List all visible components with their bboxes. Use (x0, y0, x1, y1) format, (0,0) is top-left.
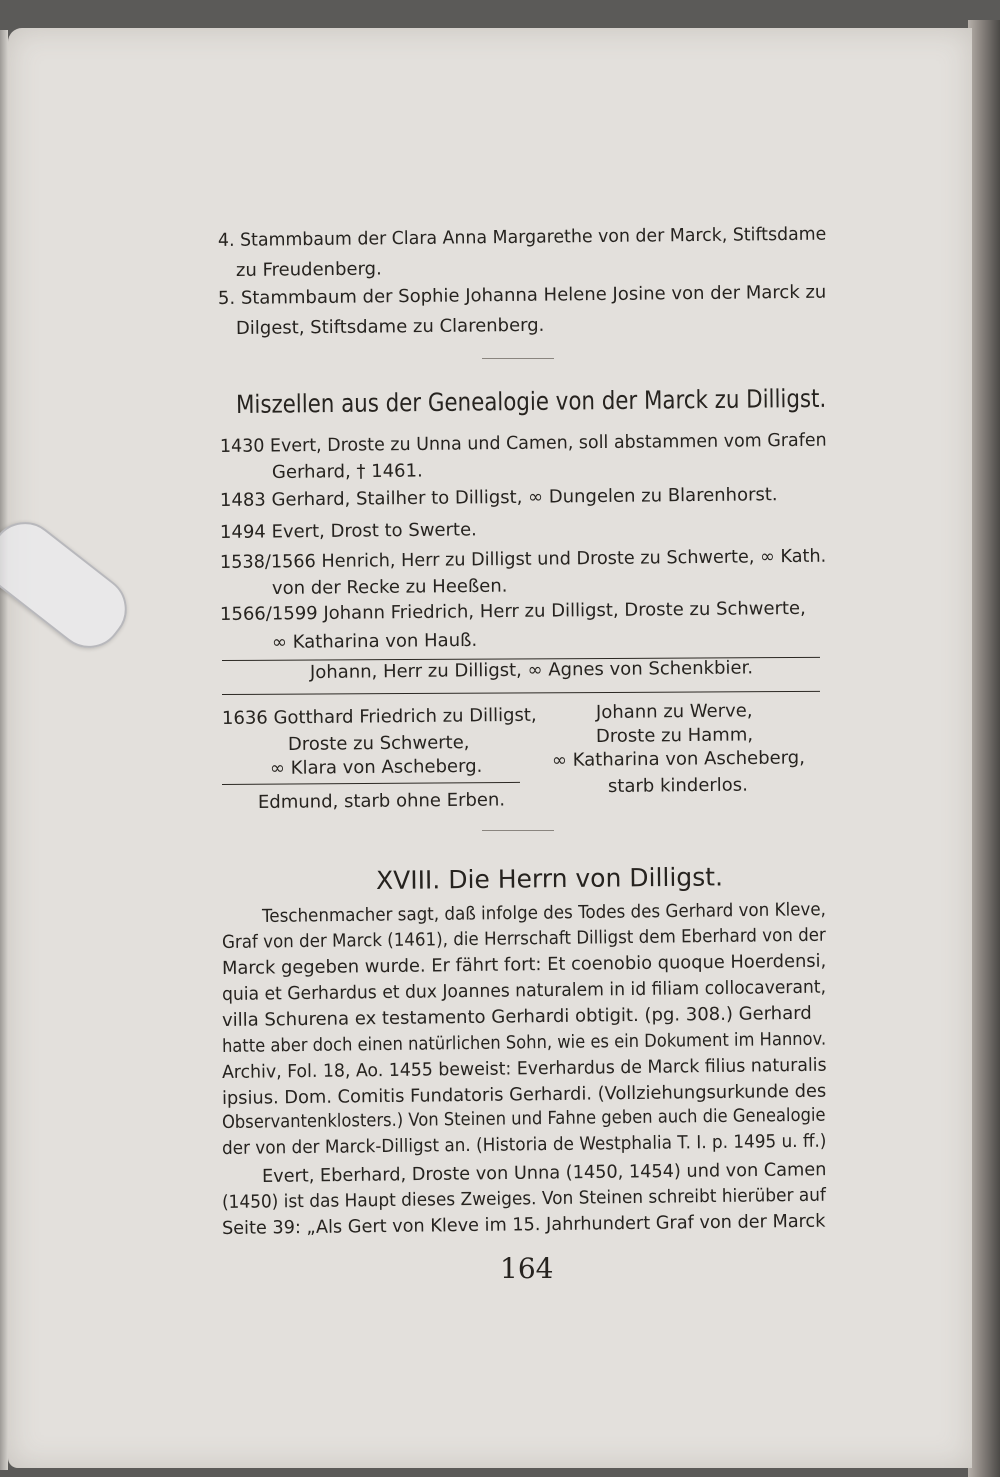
paragraph-1-line-4: quia et Gerhardus et dux Joannes naturalem in id filiam collocaverant, (221, 976, 827, 1005)
entry-1538-line-1: 1538/1566 Henrich, Herr zu Dilligst und Droste zu Schwerte, ∞ Kath. (219, 545, 827, 573)
page-number: 164 (500, 1252, 554, 1285)
paragraph-1-line-8: ipsius. Dom. Comitis Fundatoris Gerhardi. (Vollziehungsurkunde des (221, 1080, 827, 1109)
list-item-5-line-2: Dilgest, Stiftsdame zu Clarenberg. (235, 314, 545, 339)
paragraph-1-line-2: Graf von der Marck (1461), die Herrschaft Dilligst dem Eberhard von der (221, 924, 826, 953)
paragraph-1-line-7: Archiv, Fol. 18, Ao. 1455 beweist: Everhardus de Marck filius naturalis (221, 1054, 827, 1083)
johann-line: Johann, Herr zu Dilligst, ∞ Agnes von Schenkbier. (309, 657, 754, 683)
rule-below-johann (222, 691, 820, 695)
right-branch-line-4: starb kinderlos. (607, 774, 748, 797)
left-branch-line-3: ∞ Klara von Ascheberg. (269, 755, 483, 779)
left-branch-line-2: Droste zu Schwerte, (287, 732, 470, 755)
entry-1494: 1494 Evert, Drost to Swerte. (219, 519, 477, 543)
section-title: XVIII. Die Herrn von Dilligst. (375, 862, 724, 895)
entry-1566-line-2: ∞ Katharina von Hauß. (271, 629, 478, 653)
divider-2 (482, 830, 554, 831)
list-item-5-line-1: 5. Stammbaum der Sophie Johanna Helene Josine von der Marck zu (217, 281, 827, 309)
paragraph-2-line-1: Evert, Eberhard, Droste von Unna (1450, 1454) und von Camen (261, 1159, 827, 1187)
rule-above-edmund (222, 782, 520, 785)
paragraph-2-line-3: Seite 39: „Als Gert von Kleve im 15. Jahrhundert Graf von der Marck (221, 1210, 826, 1239)
entry-1430-line-1: 1430 Evert, Droste zu Unna und Camen, soll abstammen vom Grafen (219, 429, 827, 457)
right-branch-line-1: Johann zu Werve, (595, 700, 753, 723)
paragraph-1-line-10: der von der Marck-Dilligst an. (Historia de Westphalia T. I. p. 1495 u. ff.) (221, 1130, 827, 1159)
right-branch-line-3: ∞ Katharina von Ascheberg, (551, 747, 805, 771)
left-branch-child: Edmund, starb ohne Erben. (257, 789, 506, 813)
list-item-4-line-1: 4. Stammbaum der Clara Anna Margarethe von der Marck, Stiftsdame (217, 223, 827, 251)
divider (482, 358, 554, 359)
paragraph-1-line-1: Teschenmacher sagt, daß infolge des Todes des Gerhard von Kleve, (261, 899, 827, 927)
entry-1430-line-2: Gerhard, † 1461. (271, 460, 423, 483)
list-item-4-line-2: zu Freudenberg. (235, 258, 382, 281)
genealogy-title: Miszellen aus der Genealogie von der Marck zu Dilligst. (235, 383, 827, 419)
entry-1483: 1483 Gerhard, Stailher to Dilligst, ∞ Dungelen zu Blarenhorst. (219, 484, 778, 511)
paragraph-1-line-9: Observantenklosters.) Von Steinen und Fahne geben auch die Genealogie (221, 1104, 826, 1133)
entry-1566-line-1: 1566/1599 Johann Friedrich, Herr zu Dilligst, Droste zu Schwerte, (219, 597, 806, 625)
left-branch-line-1: 1636 Gotthard Friedrich zu Dilligst, (221, 704, 537, 729)
paragraph-1-line-6: hatte aber doch einen natürlichen Sohn, wie es ein Dokument im Hannov. (221, 1028, 827, 1057)
paragraph-1-line-5: villa Schurena ex testamento Gerhardi obtigit. (pg. 308.) Gerhard (221, 1002, 812, 1031)
paragraph-1-line-3: Marck gegeben wurde. Er fährt fort: Et coenobio quoque Hoerdensi, (221, 950, 827, 979)
right-branch-line-2: Droste zu Hamm, (595, 724, 754, 747)
paragraph-2-line-2: (1450) ist das Haupt dieses Zweiges. Von Steinen schreibt hierüber auf (221, 1184, 827, 1213)
entry-1538-line-2: von der Recke zu Heeßen. (271, 575, 508, 599)
